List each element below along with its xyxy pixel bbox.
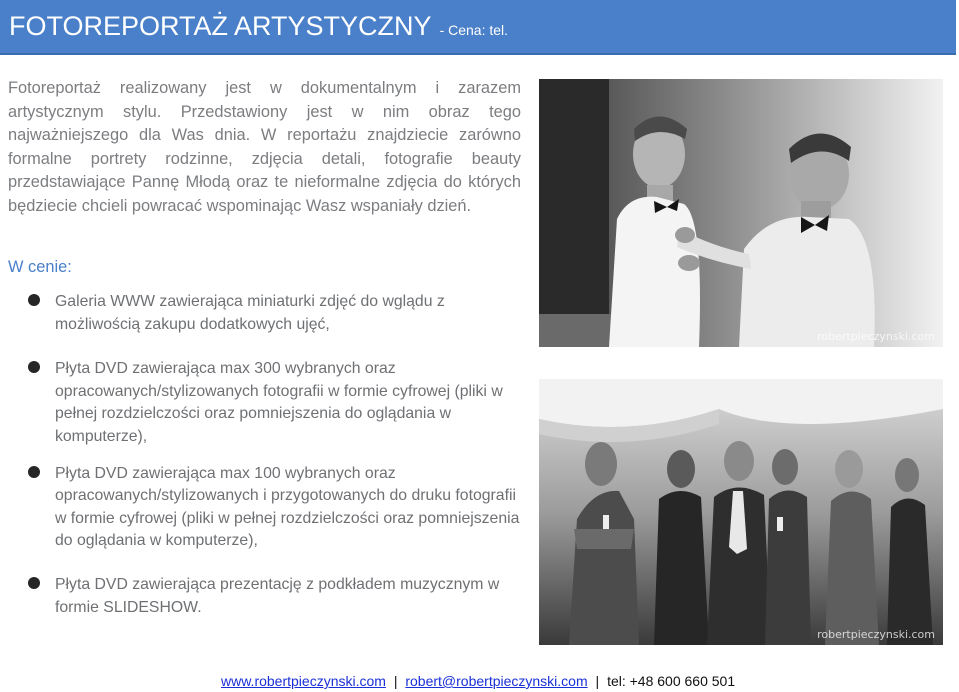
list-item-text: Płyta DVD zawierająca prezentację z podkładem muzycznym w formie SLIDESHOW. bbox=[55, 575, 500, 616]
website-link[interactable]: www.robertpieczynski.com bbox=[221, 673, 386, 689]
photo-groom-preparation bbox=[539, 79, 943, 347]
list-item-text: Galeria WWW zawierająca miniaturki zdjęć do wglądu z możliwością zakupu dodatkowych ujęć, bbox=[55, 293, 445, 333]
footer-contact bbox=[221, 673, 735, 689]
list-item bbox=[28, 463, 528, 553]
page-title: FOTOREPORTAŻ ARTYSTYCZNY bbox=[9, 11, 432, 41]
email-link[interactable]: robert@robertpieczynski.com bbox=[405, 673, 588, 689]
bullet-icon bbox=[28, 466, 40, 478]
photo-watermark: robertpieczynski.com bbox=[817, 330, 935, 343]
title-bar bbox=[0, 0, 956, 55]
bullet-icon bbox=[28, 294, 40, 306]
included-list bbox=[28, 291, 528, 619]
photo-wedding-guests-image bbox=[539, 379, 943, 645]
list-item-text: Płyta DVD zawierająca max 300 wybranych oraz opracowanych/stylizowanych fotografii w formie cyfrowej (pliki w pełnej rozdzielczości oraz pomniejszenia do oglądania w komputerze), bbox=[55, 360, 503, 445]
intro-paragraph: Fotoreportaż realizowany jest w dokumentalnym i zarazem artystycznym stylu. Przedstawiony jest w nim obraz tego najważniejszego dla Was dnia. W reportażu znajdziecie zarówno formalne portrety rodzinne, zdjęcia detali, fotografie beauty przedstawiające Pannę Młodą oraz te nieformalne zdjęcia do których będziecie chcieli powracać wspominając Wasz wspaniały dzień. bbox=[8, 79, 521, 215]
phone-number: tel: +48 600 660 501 bbox=[607, 673, 736, 689]
photo-wedding-guests bbox=[539, 379, 943, 645]
bullet-icon bbox=[28, 361, 40, 373]
footer-separator: | bbox=[595, 673, 600, 689]
photo-groom-preparation-image bbox=[539, 79, 943, 347]
list-item bbox=[28, 574, 528, 619]
list-item-text: Płyta DVD zawierająca max 100 wybranych oraz opracowanych/stylizowanych i przygotowanych do druku fotografii w formie cyfrowej (pliki w pełnej rozdzielczości oraz pomniejszenia do oglądania w komputerze), bbox=[55, 464, 520, 550]
photo-watermark: robertpieczynski.com bbox=[817, 628, 935, 641]
bullet-icon bbox=[28, 577, 40, 589]
footer-separator: | bbox=[393, 673, 398, 689]
price-heading: W cenie: bbox=[8, 258, 72, 276]
list-item bbox=[28, 291, 528, 336]
list-item bbox=[28, 358, 528, 448]
price-subtitle: - Cena: tel. bbox=[439, 21, 509, 38]
